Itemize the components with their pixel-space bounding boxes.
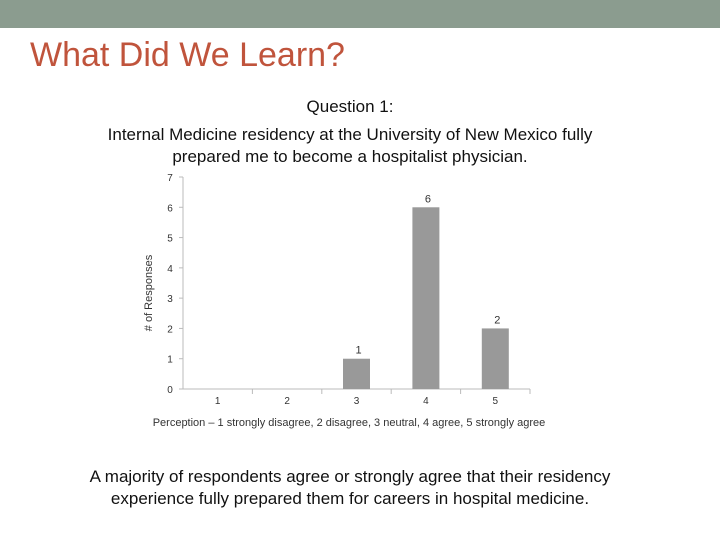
bar-5 [482, 328, 509, 389]
bar-3 [343, 359, 370, 389]
bar-4 [412, 207, 439, 389]
slide-title: What Did We Learn? [30, 36, 345, 74]
y-tick-label: 2 [167, 324, 173, 336]
data-label-3: 1 [355, 344, 362, 357]
x-tick-label-2: 2 [284, 396, 290, 407]
y-tick-label: 7 [167, 173, 173, 184]
x-tick-label-1: 1 [214, 396, 221, 407]
data-label-5: 2 [494, 314, 501, 327]
chart-title-line-1: Question 1: [306, 97, 394, 116]
x-tick-label-5: 5 [492, 396, 499, 407]
x-axis-label: Perception – 1 strongly disagree, 2 disagree, 3 neutral, 4 agree, 5 strongly agree [152, 417, 546, 429]
x-tick-label-4: 4 [423, 396, 429, 407]
chart-title-line-3: prepared me to become a hospitalist physician. [172, 147, 528, 166]
y-tick-label: 3 [167, 294, 173, 306]
y-tick-label: 4 [167, 263, 173, 275]
caption [40, 466, 660, 510]
chart-title-line-2: Internal Medicine residency at the University of New Mexico fully [107, 125, 593, 144]
y-axis-label: # of Responses [143, 254, 155, 332]
y-tick-label: 0 [167, 385, 173, 396]
y-tick-label: 6 [167, 203, 173, 215]
y-tick-label: 5 [167, 233, 173, 245]
caption-line-2: experience fully prepared them for careers in hospital medicine. [110, 489, 590, 508]
caption-line-1: A majority of respondents agree or strongly agree that their residency [89, 467, 611, 486]
x-tick-label-3: 3 [353, 396, 360, 407]
data-label-4: 6 [424, 193, 431, 206]
y-tick-label: 1 [167, 354, 173, 366]
